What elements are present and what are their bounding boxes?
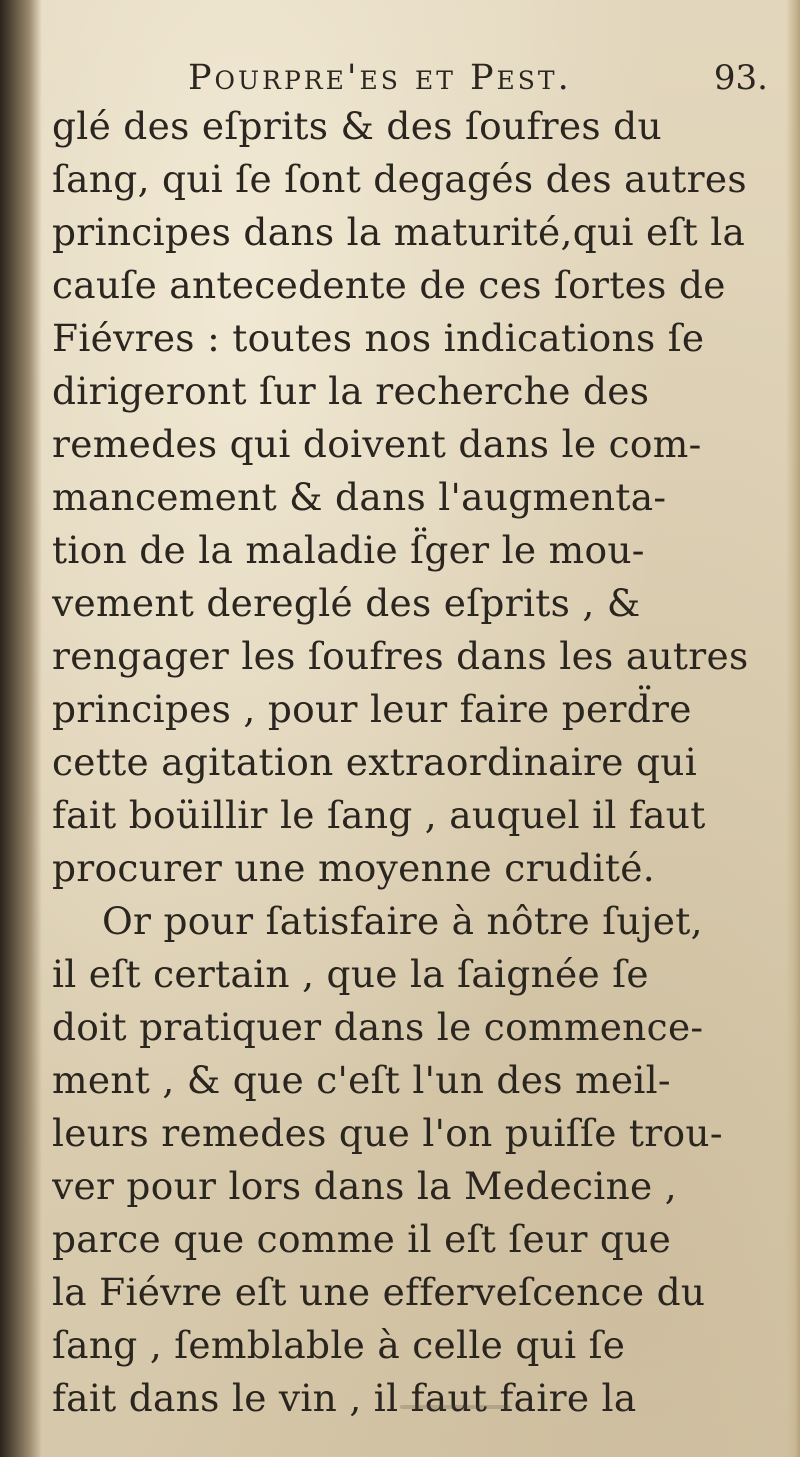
- text-line: vement dereglé des eſprits , &: [52, 581, 641, 625]
- text-line: dirigeront ſur la recherche des: [52, 369, 650, 413]
- page-number: 93.: [713, 58, 768, 98]
- text-line: fait boüillir le ſang , auquel il faut: [52, 793, 706, 837]
- text-line: il eſt certain , que la ſaignée ſe: [52, 952, 649, 996]
- text-line: leurs remedes que l'on puiſſe trou-: [52, 1111, 723, 1155]
- ink-smudge: [400, 1405, 510, 1409]
- text-line: mancement & dans l'augmenta-: [52, 475, 667, 519]
- text-line: procurer une moyenne crudité.: [52, 846, 655, 890]
- text-line: principes dans la maturité,qui eſt la: [52, 210, 746, 254]
- text-line: doit pratiquer dans le commence-: [52, 1005, 704, 1049]
- text-line: Fiévres : toutes nos indications ſe: [52, 316, 705, 360]
- text-line: fait dans le vin , il faut faire la: [52, 1376, 637, 1420]
- page-edge: [786, 0, 800, 1457]
- text-line: remedes qui doivent dans le com-: [52, 422, 702, 466]
- running-title: Pourpre'es et Pest.: [188, 58, 572, 98]
- text-line: ment , & que c'eſt l'un des meil-: [52, 1058, 671, 1102]
- text-line: cette agitation extraordinaire qui: [52, 740, 698, 784]
- text-line: principes , pour leur faire perd̈re: [52, 687, 692, 731]
- binding-gutter-shadow: [0, 0, 42, 1457]
- text-line: glé des eſprits & des ſoufres du: [52, 104, 662, 148]
- text-line: ſang, qui ſe ſont degagés des autres: [52, 157, 747, 201]
- running-header: [188, 52, 768, 104]
- text-line: ver pour lors dans la Medecine ,: [52, 1164, 677, 1208]
- text-line: la Fiévre eſt une efferveſcence du: [52, 1270, 706, 1314]
- text-line-paragraph-start: Or pour ſatisfaire à nôtre ſujet,: [102, 899, 703, 943]
- text-line: parce que comme il eſt ſeur que: [52, 1217, 672, 1261]
- text-line: ſang , ſemblable à celle qui ſe: [52, 1323, 626, 1367]
- text-line: tion de la maladie ſ̈ger le mou-: [52, 528, 645, 572]
- text-line: cauſe antecedente de ces ſortes de: [52, 263, 726, 307]
- text-line: rengager les ſoufres dans les autres: [52, 634, 749, 678]
